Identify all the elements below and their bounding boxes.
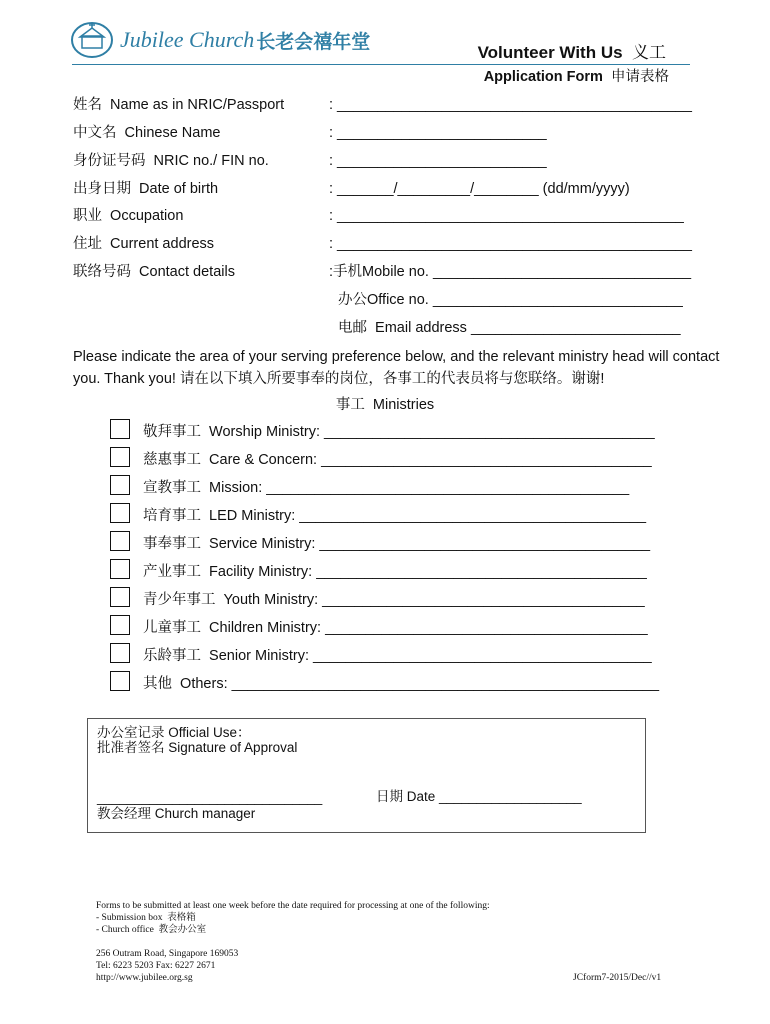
field-input-name[interactable]: : ____________________________________________ (329, 97, 692, 113)
footer-url[interactable]: http://www.jubilee.org.sg (96, 973, 193, 983)
field-label-name: 姓名 Name as in NRIC/Passport (73, 97, 285, 113)
form-code: JCform7-2015/Dec//v1 (573, 973, 662, 983)
ministries-heading: 事工 Ministries (335, 397, 435, 413)
brand-name-chinese: 长老会禧年堂 (256, 31, 371, 53)
ministry-care: 慈惠事工 Care & Concern: _________________________________________ (143, 452, 652, 468)
footer-option-box: - Submission box 表格箱 (96, 913, 196, 923)
field-input-occupation[interactable]: : ___________________________________________ (329, 208, 684, 224)
form-title: Volunteer With Us 义工 (477, 43, 666, 62)
checkbox-worship[interactable] (110, 419, 130, 439)
footer-option-office: - Church office 教会办公室 (96, 925, 207, 935)
office-use-box (87, 718, 646, 833)
field-label-nric: 身份证号码 NRIC no./ FIN no. (73, 153, 269, 169)
checkbox-youth[interactable] (110, 587, 130, 607)
form-subtitle: Application Form 申请表格 (483, 69, 669, 85)
checkbox-children[interactable] (110, 615, 130, 635)
checkbox-care[interactable] (110, 447, 130, 467)
church-logo (70, 18, 370, 62)
office-use-title: 办公室记录 Official Use： (97, 725, 251, 740)
ministry-service: 事奉事工 Service Ministry: _________________________________________ (143, 536, 651, 552)
footer-address: 256 Outram Road, Singapore 169053 (96, 949, 239, 959)
field-label-occupation: 职业 Occupation (73, 208, 184, 224)
ministry-facility: 产业事工 Facility Ministry: _________________________________________ (143, 564, 647, 580)
field-input-office[interactable]: 办公Office no. _______________________________ (338, 292, 683, 308)
field-label-address: 住址 Current address (73, 236, 215, 252)
checkbox-facility[interactable] (110, 559, 130, 579)
church-manager-label: 教会经理 Church manager (97, 806, 256, 821)
checkbox-led[interactable] (110, 503, 130, 523)
ministry-children: 儿童事工 Children Ministry: ________________________________________ (143, 620, 648, 636)
ministry-mission: 宣教事工 Mission: _____________________________________________ (143, 480, 630, 496)
checkbox-mission[interactable] (110, 475, 130, 495)
checkbox-service[interactable] (110, 531, 130, 551)
signature-line[interactable]: ______________________________ (97, 790, 323, 805)
field-label-contact: 联络号码 Contact details (73, 264, 235, 280)
field-label-chinese-name: 中文名 Chinese Name (73, 125, 221, 141)
field-input-chinese-name[interactable]: : __________________________ (329, 125, 547, 141)
header-divider (72, 64, 690, 65)
footer-phone: Tel: 6223 5203 Fax: 6227 2671 (96, 961, 216, 971)
intro-text: Please indicate the area of your serving preference below, and the relevant ministry head will contact you. Thank you! 请在以下填入所要事奉的岗位，各事工的代表员将与您联络。谢谢! (73, 349, 720, 387)
field-input-email[interactable]: 电邮 Email address __________________________ (338, 320, 681, 336)
ministry-led: 培育事工 LED Ministry: ___________________________________________ (143, 508, 647, 524)
ministry-others: 其他 Others: _____________________________________________________ (143, 676, 660, 692)
field-input-address[interactable]: : ____________________________________________ (329, 236, 692, 252)
signature-label: 批准者签名 Signature of Approval (97, 740, 298, 755)
date-field[interactable]: 日期 Date ___________________ (376, 789, 582, 804)
checkbox-others[interactable] (110, 671, 130, 691)
church-emblem-icon (70, 20, 114, 60)
ministry-worship: 敬拜事工 Worship Ministry: _________________________________________ (143, 424, 655, 440)
field-input-nric[interactable]: : __________________________ (329, 153, 547, 169)
field-label-dob: 出身日期 Date of birth (73, 181, 219, 197)
brand-name: Jubilee Church (120, 27, 255, 52)
ministry-youth: 青少年事工 Youth Ministry: ________________________________________ (143, 592, 645, 608)
field-input-dob[interactable]: : _______/_________/________ (dd/mm/yyyy) (329, 181, 630, 197)
field-input-mobile[interactable]: :手机Mobile no. ________________________________ (329, 264, 692, 280)
ministry-senior: 乐龄事工 Senior Ministry: __________________________________________ (143, 648, 652, 664)
checkbox-senior[interactable] (110, 643, 130, 663)
footer-note: Forms to be submitted at least one week before the date required for processing at one of the following: (96, 901, 490, 911)
